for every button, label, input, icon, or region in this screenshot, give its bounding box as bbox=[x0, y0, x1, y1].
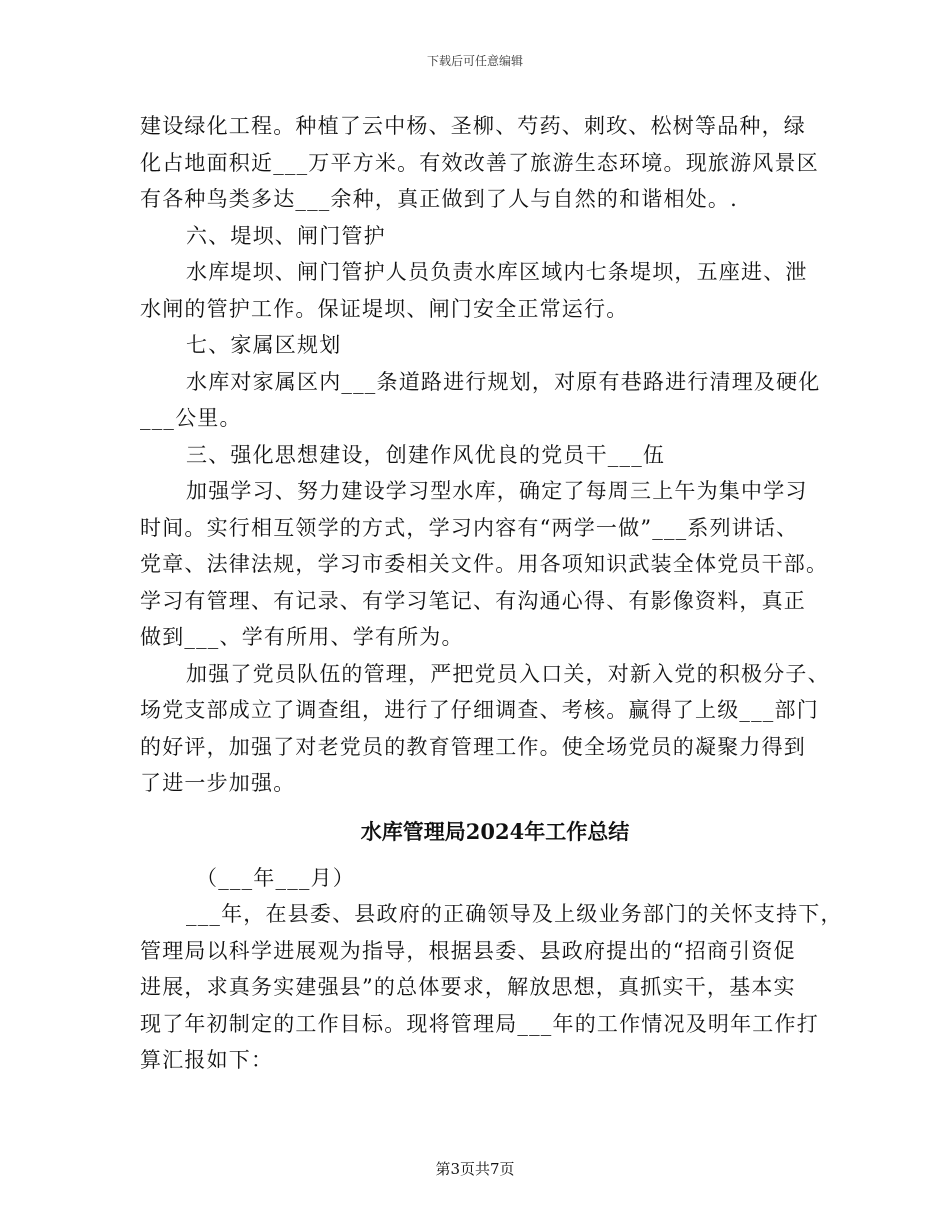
paragraph-line: 的好评，加强了对老党员的教育管理工作。使全场党员的凝聚力得到 bbox=[140, 734, 806, 759]
paragraph-line: 做到___、学有所用、学有所为。 bbox=[140, 625, 464, 649]
paragraph-line: 有各种鸟类多达___余种，真正做到了人与自然的和谐相处。. bbox=[140, 187, 738, 211]
paragraph-line: 六、堤坝、闸门管护 bbox=[186, 223, 386, 248]
paragraph-line: 算汇报如下： bbox=[140, 1048, 274, 1072]
paragraph-line: 水库堤坝、闸门管护人员负责水库区域内七条堤坝，五座进、泄 bbox=[186, 260, 808, 284]
document-body bbox=[140, 108, 843, 1079]
paragraph-line: 三、强化思想建设，创建作风优良的党员干___伍 bbox=[186, 442, 666, 467]
paragraph-line: 化占地面积近___万平方米。有效改善了旅游生态环境。现旅游风景区 bbox=[140, 150, 819, 175]
paragraph-line: 水闸的管护工作。保证堤坝、闸门安全正常运行。 bbox=[140, 296, 629, 321]
body-section-1 bbox=[140, 108, 830, 802]
paragraph-line: 加强了党员队伍的管理，严把党员入口关，对新入党的积极分子、 bbox=[186, 661, 830, 686]
paragraph-line: 场党支部成立了调查组，进行了仔细调查、考核。赢得了上级___部门 bbox=[140, 698, 819, 722]
page-number: 第3页共7页 bbox=[435, 1160, 515, 1178]
header-note: 下载后可任意编辑 bbox=[426, 54, 523, 68]
paragraph-line: ___公里。 bbox=[140, 406, 242, 430]
paragraph-line: 时间。实行相互领学的方式，学习内容有“两学一做”___系列讲话、 bbox=[140, 515, 799, 540]
paragraph-line: 现了年初制定的工作目标。现将管理局___年的工作情况及明年工作打 bbox=[140, 1011, 819, 1036]
paragraph-line: 党章、法律法规，学习市委相关文件。用各项知识武装全体党员干部。 bbox=[140, 552, 829, 576]
paragraph-line: 加强学习、努力建设学习型水库，确定了每周三上午为集中学习 bbox=[186, 479, 808, 503]
body-section-2 bbox=[140, 896, 843, 1079]
paragraph-line: 进展，求真务实建强县”的总体要求，解放思想，真抓实干，基本实 bbox=[140, 975, 796, 999]
paragraph-line: ___年，在县委、县政府的正确领导及上级业务部门的关怀支持下， bbox=[186, 902, 843, 926]
section-title: 水库管理局2024年工作总结 bbox=[360, 818, 630, 844]
paragraph-line: 管理局以科学进展观为指导，根据县委、县政府提出的“招商引资促 bbox=[140, 938, 796, 963]
date-line: （___年___月） bbox=[196, 865, 355, 890]
paragraph-line: 学习有管理、有记录、有学习笔记、有沟通心得、有影像资料，真正 bbox=[140, 588, 806, 613]
paragraph-line: 水库对家属区内___条道路进行规划，对原有巷路进行清理及硬化 bbox=[186, 369, 821, 394]
paragraph-line: 建设绿化工程。种植了云中杨、圣柳、芍药、刺玫、松树等品种，绿 bbox=[140, 114, 806, 138]
paragraph-line: 七、家属区规划 bbox=[186, 333, 342, 357]
paragraph-line: 了进一步加强。 bbox=[140, 771, 296, 795]
